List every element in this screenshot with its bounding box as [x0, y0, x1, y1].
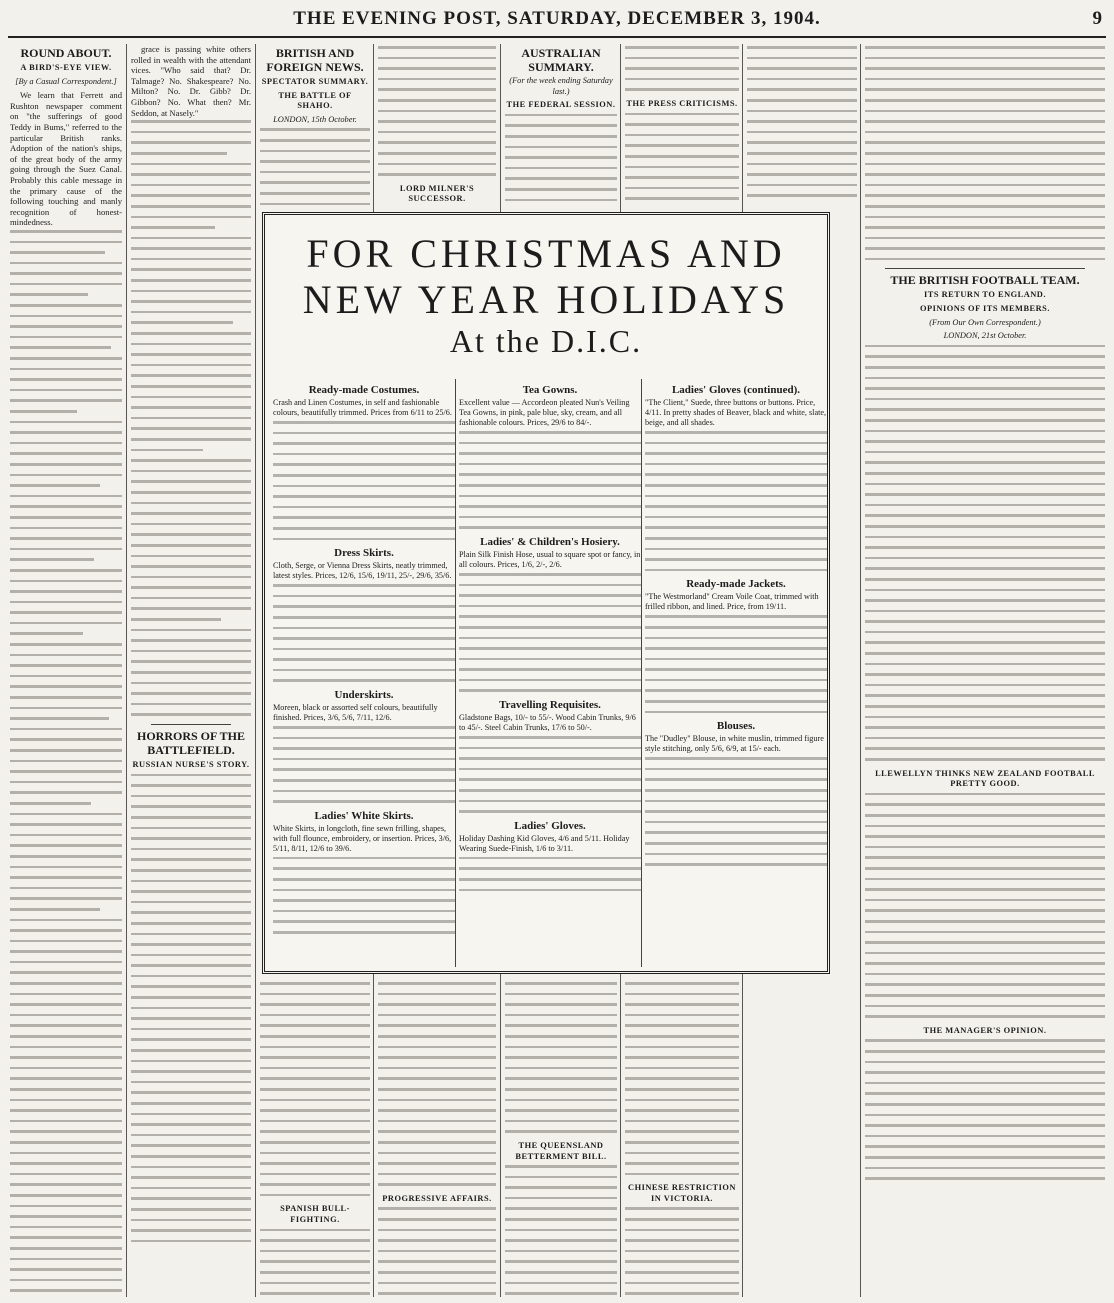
- ad-heading: Ladies' Gloves (continued).: [671, 384, 801, 396]
- article-subheading: SPECTATOR SUMMARY.: [261, 77, 369, 86]
- article-subheading: A BIRD'S-EYE VIEW.: [20, 63, 112, 72]
- dateline: LONDON, 21st October.: [943, 331, 1027, 341]
- article-heading: AUSTRALIAN SUMMARY.: [521, 46, 601, 74]
- column-rule: [860, 44, 861, 1297]
- ad-item: "The Client," Suede, three buttons or buttons. Price, 4/11. In pretty shades of Beaver, black and white, slate, beige, and all shades.: [645, 398, 827, 427]
- ad-item: Plain Silk Finish Hose, usual to square spot or fancy, in all colours. Prices, 1/6, 2/-, 2/6.: [459, 549, 641, 569]
- ad-heading: Tea Gowns.: [522, 384, 578, 396]
- article-text-block: [131, 774, 251, 1243]
- section-heading: LORD MILNER'S SUCCESSOR.: [399, 183, 475, 204]
- article-body: We learn that Ferrett and Rushton newspaper comment on "the sufferings of good Teddy in Bums," referred to the particular British ranks. Adoption of the nation's ships, of the great body of the army going through the Suez Canal. Probably this cable message in the primary cause of the following touching and manly recognition of honest-mindedness.: [10, 90, 122, 228]
- section-heading: THE PRESS CRITICISMS.: [626, 98, 738, 108]
- ad-heading: Ladies' Gloves.: [514, 819, 586, 832]
- article-heading: ROUND ABOUT.: [20, 46, 112, 60]
- section-heading: CHINESE RESTRICTION IN VICTORIA.: [628, 1183, 736, 1203]
- column-6-top: [625, 44, 739, 206]
- ad-column-2: [459, 379, 641, 967]
- ad-heading: Ladies' & Children's Hosiery.: [480, 535, 620, 548]
- ad-item: Cloth, Serge, or Vienna Dress Skirts, neatly trimmed, latest styles. Prices, 12/6, 15/6, 19/11, 25/-, 29/6, 35/6.: [273, 561, 452, 581]
- column-5-bottom: [505, 980, 617, 1297]
- column-3-bottom: [260, 980, 370, 1297]
- article-byline: (From Our Own Correspondent.): [929, 317, 1041, 327]
- ad-heading: Dress Skirts.: [334, 547, 394, 560]
- section-heading: THE BATTLE OF SHAHO.: [278, 90, 352, 111]
- ad-heading: Blouses.: [716, 720, 756, 733]
- column-rule: [255, 44, 256, 1297]
- column-3-top: [260, 44, 370, 206]
- article-heading: THE BRITISH FOOTBALL TEAM.: [890, 273, 1080, 288]
- article-subheading: RUSSIAN NURSE'S STORY.: [132, 760, 250, 769]
- article-heading: BRITISH AND FOREIGN NEWS.: [266, 46, 364, 74]
- article-subheading: ITS RETURN TO ENGLAND.: [924, 290, 1046, 300]
- ad-item: Holiday Dashing Kid Gloves, 4/6 and 5/11. Holiday Wearing Suede-Finish, 1/6 to 3/11.: [459, 833, 630, 853]
- section-heading: PROGRESSIVE AFFAIRS.: [382, 1193, 492, 1203]
- dic-advertisement: [262, 212, 830, 974]
- masthead: [8, 4, 1106, 38]
- section-heading: THE FEDERAL SESSION.: [506, 100, 616, 110]
- ad-item: White Skirts, in longcloth, fine sewn frilling, shapes, with full flounce, embroidery, or insertion. Prices, 3/6, 5/11, 8/11, 12/6 to 39/6.: [273, 823, 452, 853]
- article-text-block: [10, 230, 122, 1297]
- advertisement-columns: [269, 379, 827, 967]
- section-heading: SPANISH BULL-FIGHTING.: [280, 1204, 350, 1225]
- column-4-bottom: [378, 980, 496, 1297]
- page-number: 9: [1092, 8, 1102, 29]
- advertisement-subtitle: At the D.I.C.: [449, 323, 643, 359]
- article-byline: (For the week ending Saturday last.): [509, 76, 613, 96]
- ad-item: "The Westmorland" Cream Voile Coat, trimmed with frilled ribbon, and lined. Price, from 19/11.: [645, 592, 819, 612]
- ad-heading: Travelling Requisites.: [499, 699, 601, 712]
- article-heading: HORRORS OF THE BATTLEFIELD.: [136, 729, 246, 757]
- advertisement-title: FOR CHRISTMAS AND NEW YEAR HOLIDAYS: [302, 231, 790, 322]
- section-heading: THE MANAGER'S OPINION.: [923, 1025, 1047, 1035]
- ad-heading: Underskirts.: [334, 689, 394, 702]
- column-rule: [126, 44, 127, 1297]
- newspaper-title: THE EVENING POST, SATURDAY, DECEMBER 3, 1904.: [293, 8, 821, 29]
- column-round-about: [10, 44, 122, 1297]
- section-heading: THE QUEENSLAND BETTERMENT BILL.: [515, 1140, 607, 1161]
- ad-column-3: [645, 379, 827, 967]
- column-2: [131, 44, 251, 1297]
- ad-item: Moreen, black or assorted self colours, beautifully finished. Prices, 3/6, 5/6, 7/11, 12/6.: [273, 703, 438, 723]
- column-football: [865, 44, 1105, 1297]
- column-4-top: [378, 44, 496, 206]
- ad-item: The "Dudley" Blouse, in white muslin, trimmed figure style stitching, only 5/6, 6/9, at 15/- each.: [645, 734, 824, 754]
- ad-item: Excellent value — Accordeon pleated Nun's Veiling Tea Gowns, in pink, pale blue, sky, cream, and all fashionable colours. Prices, 29/6 to 84/-.: [459, 398, 630, 427]
- article-text-block: [131, 120, 251, 716]
- section-heading: LLEWELLYN THINKS NEW ZEALAND FOOTBALL PRETTY GOOD.: [875, 768, 1095, 789]
- ad-column-1: [273, 379, 455, 967]
- dateline: LONDON, 15th October.: [273, 114, 357, 124]
- article-byline: [By a Casual Correspondent.]: [15, 76, 117, 86]
- column-6-bottom: [625, 980, 739, 1297]
- ad-heading: Ladies' White Skirts.: [314, 809, 414, 822]
- ad-heading: Ready-made Jackets.: [686, 578, 786, 591]
- ad-item: Crash and Linen Costumes, in self and fashionable colours, beautifully trimmed. Prices from 6/11 to 25/6.: [273, 398, 452, 417]
- ad-heading: Ready-made Costumes.: [308, 384, 420, 396]
- article-body: grace is passing white others rolled in wealth with the attendant vices. "Who said that? Dr. Talmage? No. Shakespeare? No. Milton? No. Dr. Gibb? Dr. Gibbon? No. What then? Mr. Seddon, at Nasely.": [131, 44, 251, 118]
- column-5-top: [505, 44, 617, 206]
- section-heading: OPINIONS OF ITS MEMBERS.: [920, 304, 1050, 314]
- ad-item: Gladstone Bags, 10/- to 55/-. Wood Cabin Trunks, 9/6 to 45/-. Steel Cabin Trunks, 17/6 to 50/-.: [459, 713, 636, 733]
